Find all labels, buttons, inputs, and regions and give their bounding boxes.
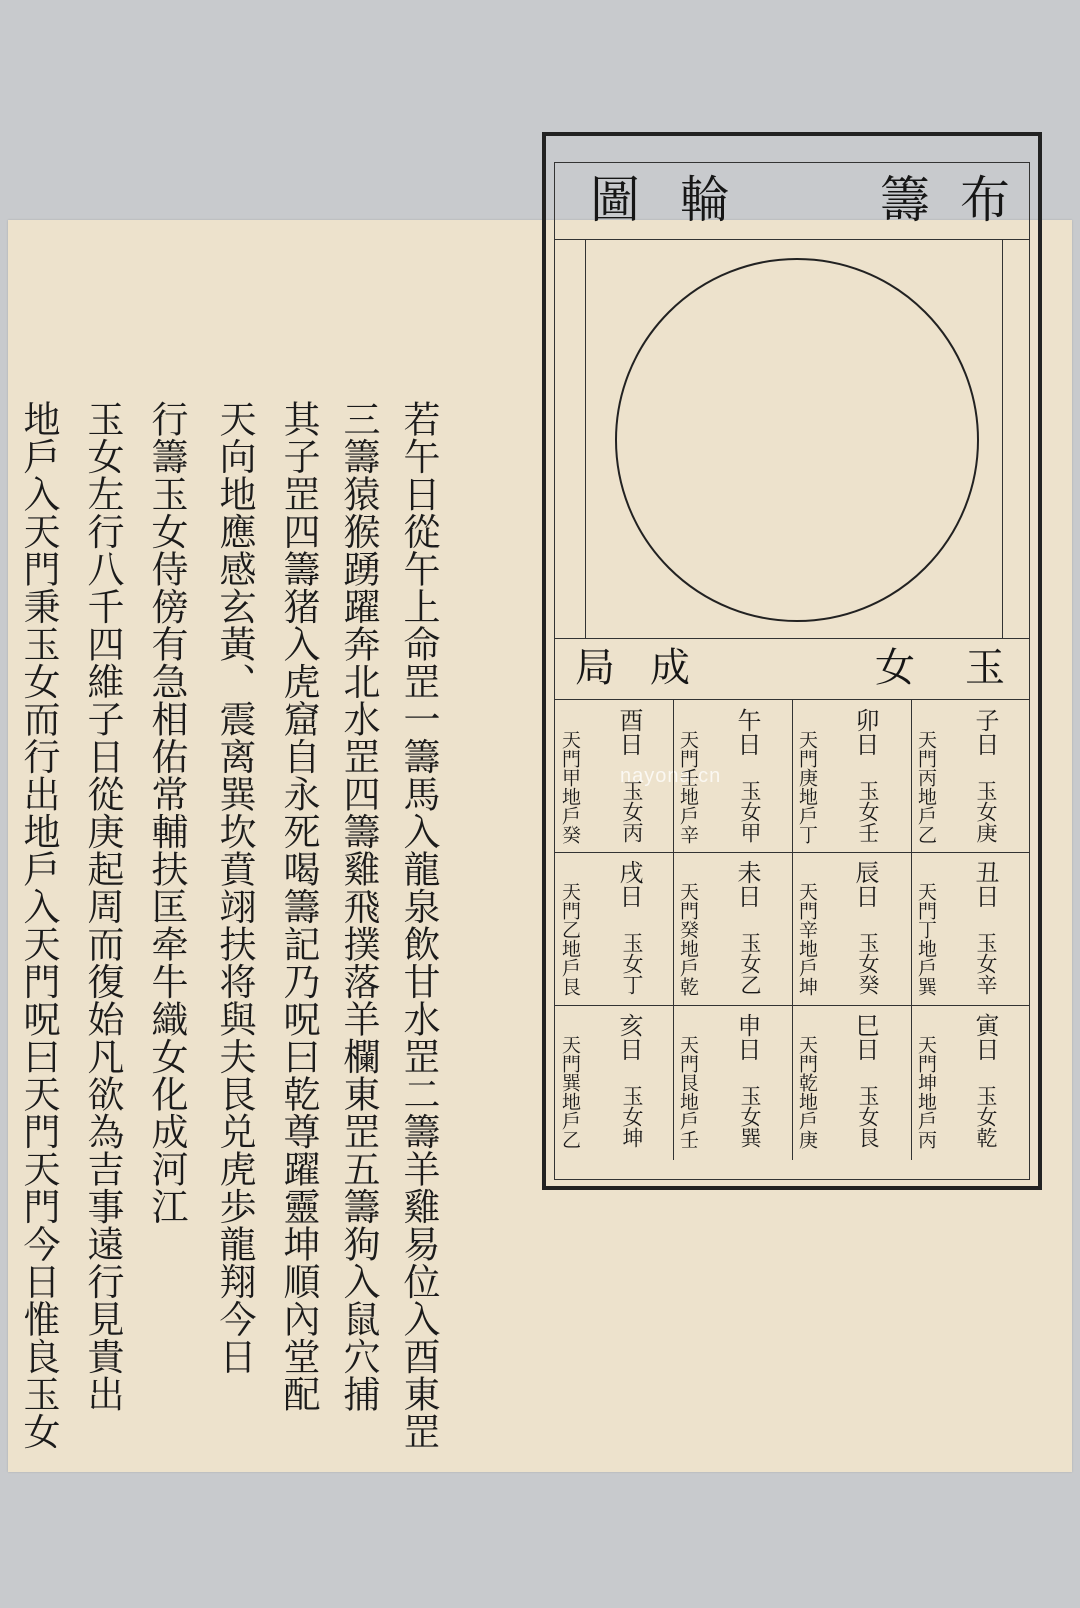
cell-day: 戌日 [615,860,643,908]
diagram-title-char: 輪 [680,171,730,229]
cell-door: 天門巽地戶乙 [559,1035,581,1149]
text-column-7: 地戶入天門秉玉女而行出地戶入天門呪曰天門天門今日惟良玉女 [17,400,60,1450]
jade-maiden-grid [554,700,1030,1160]
cell-jade-maiden: 玉女巽 [738,1085,762,1148]
cell-day: 子日 [971,708,999,756]
cell-jade-maiden: 玉女庚 [974,780,998,843]
text-column-5: 行籌玉女侍傍有急相佑常輔扶匡牵牛織女化成河江 [145,400,188,1225]
cell-jade-maiden: 玉女癸 [856,932,880,995]
cell-jade-maiden: 玉女甲 [738,780,762,843]
cell-door: 天門乙地戶艮 [559,882,581,996]
cell-door: 天門辛地戶坤 [796,882,818,996]
cell-door: 天門壬地戶辛 [677,730,699,844]
cell-door: 天門艮地戶壬 [677,1035,699,1149]
cell-jade-maiden: 玉女乾 [974,1085,998,1148]
caption-char: 玉 [965,645,1005,691]
grid-line [673,700,674,1160]
diagram-caption-box [554,638,1030,700]
cell-door: 天門甲地戶癸 [559,730,581,844]
cell-day: 午日 [733,708,761,756]
cell-door: 天門乾地戶庚 [796,1035,818,1149]
cell-jade-maiden: 玉女乙 [738,932,762,995]
caption-char: 局 [575,645,615,691]
cell-day: 卯日 [851,708,879,756]
text-column-4: 天向地應感玄黃、震离巽坎賁翊扶将與夫艮兑虎歩龍翔今日 [213,400,256,1375]
caption-char: 女 [875,645,915,691]
cell-door: 天門坤地戶丙 [915,1035,937,1149]
caption-char: 成 [650,645,690,691]
cell-day: 寅日 [971,1013,999,1061]
diagram-title-char: 布 [960,171,1010,229]
grid-line [911,700,912,1160]
cell-door: 天門癸地戶乾 [677,882,699,996]
cell-jade-maiden: 玉女坤 [620,1085,644,1148]
cell-day: 未日 [733,860,761,908]
cell-jade-maiden: 玉女辛 [974,932,998,995]
cell-jade-maiden: 玉女壬 [856,780,880,843]
diagram-title-char: 籌 [880,171,930,229]
diagram-title-char: 圖 [590,171,640,229]
text-column-2: 三籌猿猴踴躍奔北水罡四籌雞飛撲落羊欄東罡五籌狗入鼠穴捕 [337,400,380,1413]
cell-door: 天門丁地戶巽 [915,882,937,996]
cell-day: 亥日 [615,1013,643,1061]
cell-door: 天門庚地戶丁 [796,730,818,844]
wheel-circle [615,258,979,622]
cell-day: 巳日 [851,1013,879,1061]
cell-day: 申日 [733,1013,761,1061]
cell-day: 辰日 [851,860,879,908]
grid-line [792,700,793,1160]
cell-day: 丑日 [971,860,999,908]
cell-jade-maiden: 玉女艮 [856,1085,880,1148]
cell-jade-maiden: 玉女丙 [620,780,644,843]
text-column-6: 玉女左行八千四維子日從庚起周而復始凡欲為吉事遠行見貴出 [81,400,124,1413]
cell-day: 酉日 [615,708,643,756]
cell-door: 天門丙地戶乙 [915,730,937,844]
watermark: nayona.cn [620,765,722,787]
cell-jade-maiden: 玉女丁 [620,932,644,995]
text-column-3: 其子罡四籌猪入虎窟自永死喝籌記乃呪曰乾尊躍靈坤順內堂配 [277,400,320,1413]
text-column-1: 若午日從午上命罡一籌馬入龍泉飲甘水罡二籌羊雞易位入酉東罡 [397,400,440,1450]
